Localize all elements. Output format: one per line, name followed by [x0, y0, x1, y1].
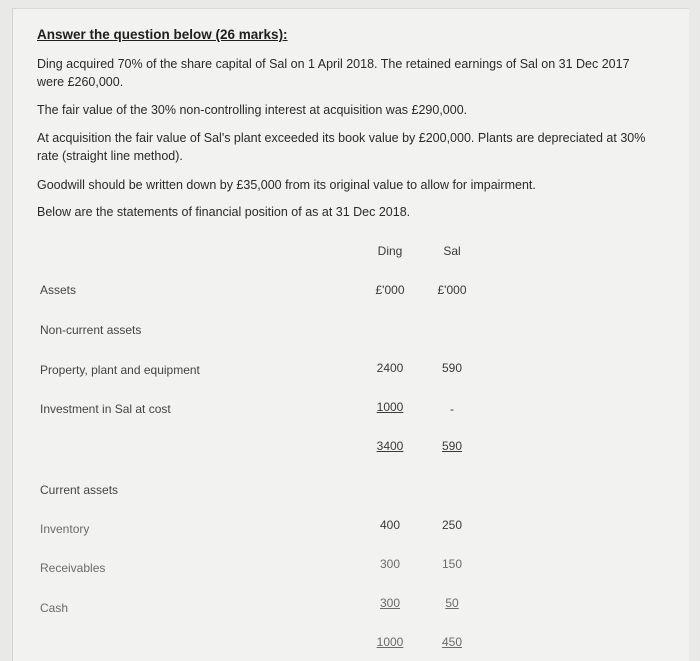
unit-sal: £'000: [437, 283, 467, 297]
ppe-label: Property, plant and equipment: [40, 363, 200, 377]
noncurrent-total-ding: 3400: [376, 439, 404, 453]
inventory-label: Inventory: [40, 522, 90, 536]
investment-sal-value: -: [450, 402, 454, 416]
receivables-ding-value: 300: [379, 557, 401, 571]
cash-sal-value: 50: [445, 596, 459, 610]
question-heading: Answer the question below (26 marks):: [37, 27, 288, 42]
paragraph-goodwill: Goodwill should be written down by £35,000 from its original value to allow for impairment.: [37, 178, 536, 192]
inventory-sal-value: 250: [441, 518, 463, 532]
receivables-sal-value: 150: [441, 557, 463, 571]
inventory-ding-value: 400: [379, 518, 401, 532]
cash-ding-value: 300: [379, 596, 401, 610]
noncurrent-total-sal: 590: [441, 439, 463, 453]
column-header-sal: Sal: [443, 244, 461, 258]
ppe-sal-value: 590: [441, 361, 463, 375]
column-header-ding: Ding: [377, 244, 403, 258]
investment-label: Investment in Sal at cost: [40, 402, 171, 416]
current-total-ding: 1000: [376, 635, 404, 649]
assets-label: Assets: [40, 283, 77, 297]
paragraph-fair-value: At acquisition the fair value of Sal's plant exceeded its book value by £200,000. Plants are depreciated at 30% rate (straight line method).: [37, 131, 646, 163]
paragraph-nci: The fair value of the 30% non-controlling interest at acquisition was £290,000.: [37, 103, 468, 117]
current-total-sal: 450: [441, 635, 463, 649]
cash-label: Cash: [40, 601, 69, 615]
investment-ding-value: 1000: [376, 400, 404, 414]
paragraph-acquisition: Ding acquired 70% of the share capital of Sal on 1 April 2018. The retained earnings of Sal on 31 Dec 2017 were £260,000.: [37, 57, 630, 89]
document-page: [12, 8, 689, 661]
current-assets-label: Current assets: [40, 483, 119, 497]
paragraph-statements: Below are the statements of financial position of as at 31 Dec 2018.: [37, 205, 411, 219]
noncurrent-assets-label: Non-current assets: [40, 323, 142, 337]
unit-ding: £'000: [375, 283, 405, 297]
receivables-label: Receivables: [40, 561, 106, 575]
ppe-ding-value: 2400: [376, 361, 404, 375]
